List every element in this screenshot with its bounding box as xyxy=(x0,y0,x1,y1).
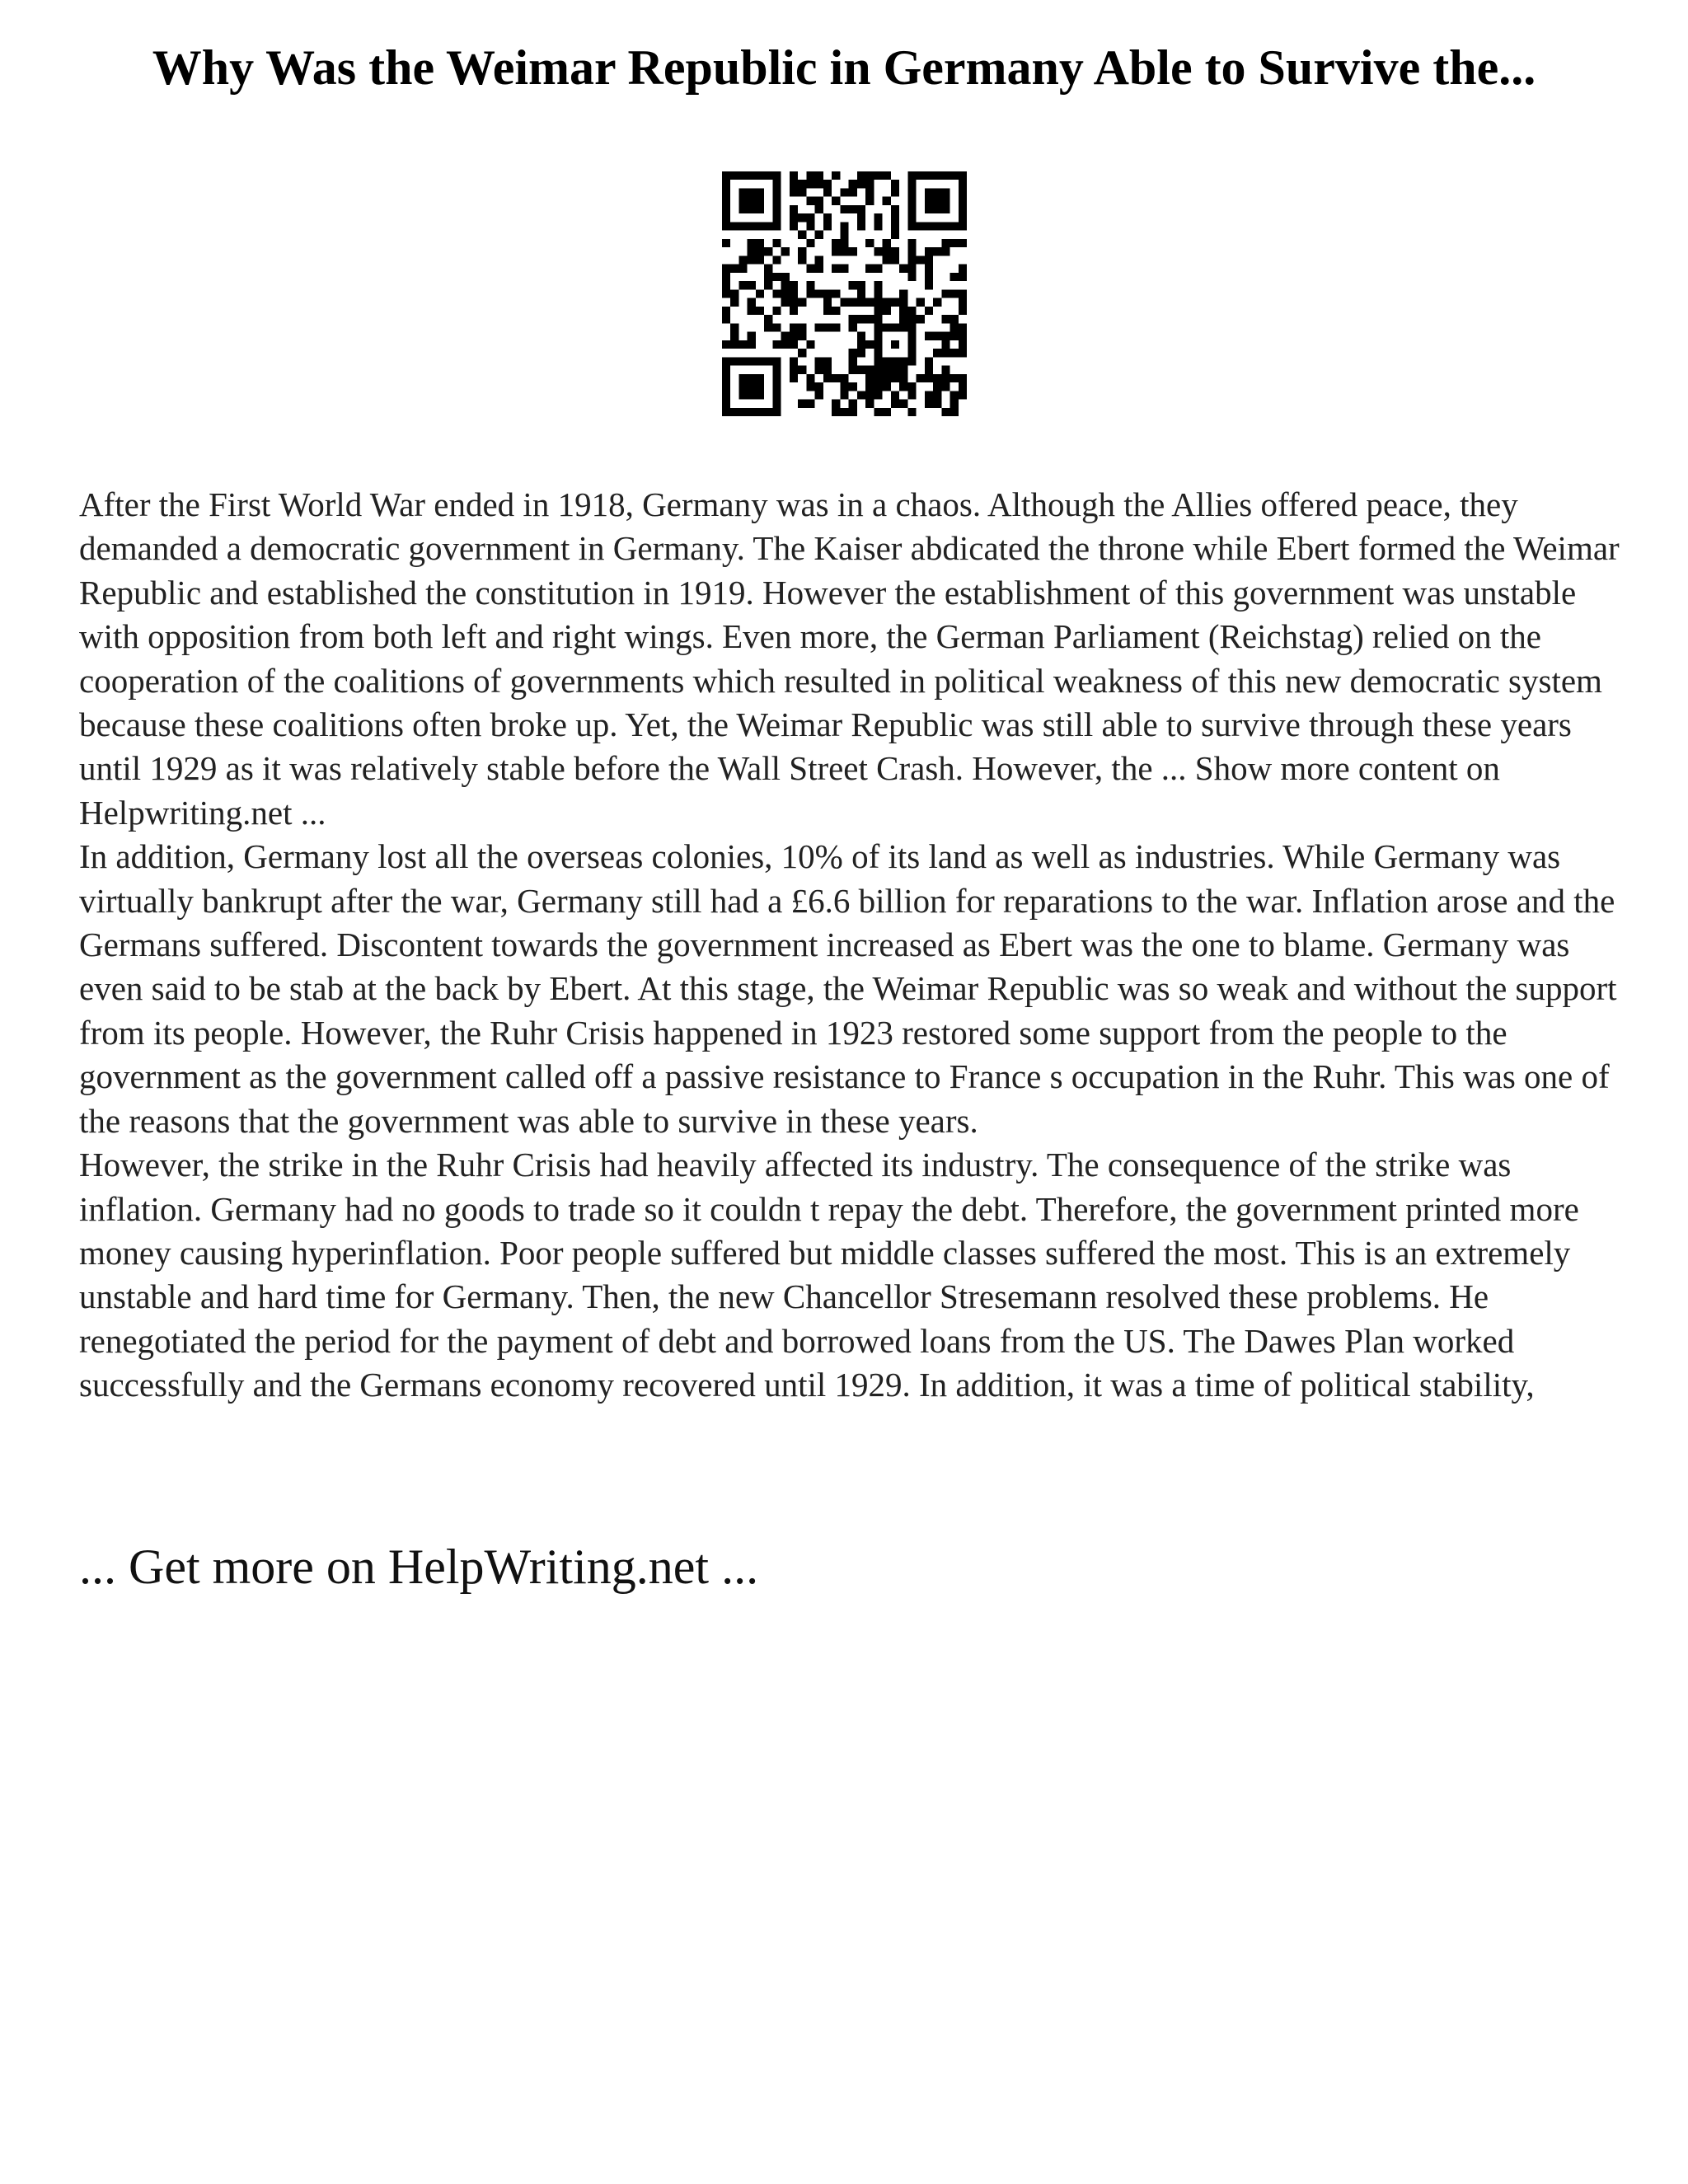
article-body xyxy=(79,483,1629,1408)
page-title: Why Was the Weimar Republic in Germany Able to Survive the... xyxy=(152,40,1536,95)
paragraph: However, the strike in the Ruhr Crisis had heavily affected its industry. The consequence of the strike was inflation. Germany had no goods to trade so it couldn t repay the debt. Therefore, the government printed more money causing hyperinflation. Poor people suffered but middle classes suffered the most. This is an extremely unstable and hard time for Germany. Then, the new Chancellor Stresemann resolved these problems. He renegotiated the period for the payment of debt and borrowed loans from the US. The Dawes Plan worked successfully and the Germans economy recovered until 1929. In addition, it was a time of political stability, xyxy=(79,1146,1579,1404)
get-more-link[interactable]: ... Get more on HelpWriting.net ... xyxy=(79,1540,759,1594)
qr-code-graphic xyxy=(722,171,967,416)
qr-code xyxy=(722,171,967,416)
paragraph: After the First World War ended in 1918, Germany was in a chaos. Although the Allies offered peace, they demanded a democratic government in Germany. The Kaiser abdicated the throne while Ebert formed the Weimar Republic and established the constitution in 1919. However the establishment of this government was unstable with opposition from both left and right wings. Even more, the German Parliament (Reichstag) relied on the cooperation of the coalitions of governments which resulted in political weakness of this new democratic system because these coalitions often broke up. Yet, the Weimar Republic was still able to survive through these years until 1929 as it was relatively stable before the Wall Street Crash. However, the ... Show more content on Helpwriting.net ... xyxy=(79,485,1620,832)
paragraph: In addition, Germany lost all the overseas colonies, 10% of its land as well as industries. While Germany was virtually bankrupt after the war, Germany still had a £6.6 billion for reparations to the war. Inflation arose and the Germans suffered. Discontent towards the government increased as Ebert was the one to blame. Germany was even said to be stab at the back by Ebert. At this stage, the Weimar Republic was so weak and without the support from its people. However, the Ruhr Crisis happened in 1923 restored some support from the people to the government as the government called off a passive resistance to France s occupation in the Ruhr. This was one of the reasons that the government was able to survive in these years. xyxy=(79,837,1617,1140)
